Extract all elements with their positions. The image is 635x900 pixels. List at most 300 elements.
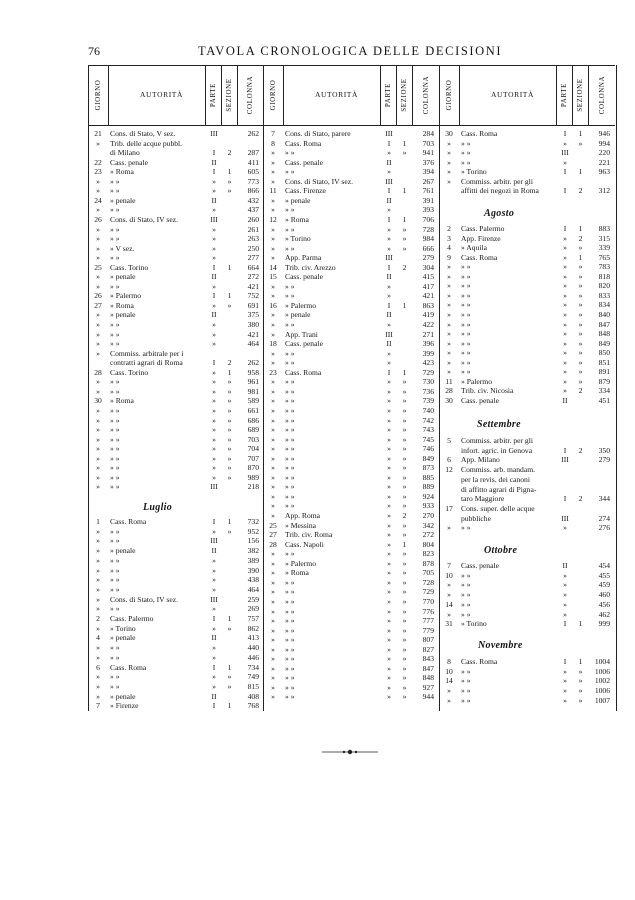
sezione-cell: 1 [402,300,407,310]
parte-cell: I [212,291,216,301]
colonna-cell: 277 [247,253,259,263]
table-row [263,607,439,617]
authority-cell: » penale [285,310,311,320]
authority-cell: » Palermo [110,291,142,301]
day-cell: » [96,281,100,291]
day-cell: » [271,549,275,559]
authority-cell: » » [285,596,295,606]
sezione-cell: 1 [402,138,407,148]
table-row [88,301,264,311]
day-cell: » [447,290,451,300]
day-cell: » [271,453,275,463]
sezione-cell: » [578,695,583,705]
parte-cell: » [563,348,567,358]
day-cell: 27 [94,300,102,310]
colonna-cell: 851 [598,357,610,367]
authority-cell: » » [285,205,295,215]
colonna-cell: 961 [247,377,259,387]
sezione-cell: » [402,549,407,559]
parte-cell: » [563,676,567,686]
parte-cell: I [563,224,567,233]
colonna-cell: 850 [598,348,610,358]
table-row [88,186,264,196]
authority-cell: Cons. super. delle acque [461,503,535,513]
authority-cell: » » [110,482,120,492]
sezione-cell: » [578,329,583,339]
table-row [263,196,439,206]
parte-cell: » [387,148,391,158]
table-row [439,610,615,620]
parte-cell: III [210,594,218,604]
table-row [88,444,264,454]
day-cell: » [447,329,451,339]
authority-cell: » » [285,482,295,492]
authority-cell: » » [285,348,295,358]
authority-cell: » » [110,234,120,244]
table-row [88,672,264,682]
sezione-cell: » [402,472,407,482]
authority-cell: » » [461,367,471,377]
authority-cell: » » [285,549,295,559]
header-giorno: GIORNO [269,79,277,111]
table-row [263,683,439,693]
table-row [263,368,439,378]
day-cell: 9 [447,252,451,262]
parte-cell: » [387,625,391,635]
sezione-cell: 1 [227,614,232,623]
day-cell: » [271,425,275,435]
authority-cell: » penale [110,546,136,556]
table-row [88,225,264,235]
table-row [88,546,264,556]
table-row [439,167,615,177]
table-row [263,406,439,416]
day-cell: » [271,558,275,568]
colonna-cell: 263 [247,234,259,244]
colonna-cell: 689 [247,425,259,435]
authority-cell: » » [461,138,471,148]
table-row [439,494,615,504]
table-row [263,559,439,569]
table-row [439,272,615,282]
authority-cell: » » [285,654,295,664]
day-cell: » [271,291,275,301]
day-cell: » [447,138,451,148]
day-cell: » [271,281,275,291]
table-row [439,158,615,168]
authority-cell: » » [461,676,471,686]
day-cell: » [271,157,275,167]
authority-cell: pubbliche [461,513,491,523]
colonna-cell: 1006 [594,666,610,676]
colonna-cell: 422 [422,320,434,329]
table-row [263,654,439,664]
table-row [88,196,264,206]
authority-cell: » » [285,281,295,291]
parte-cell: » [212,367,216,377]
sezione-cell: » [578,676,583,686]
table-row [263,454,439,464]
table-row [263,635,439,645]
day-cell: » [271,348,275,358]
day-cell: » [96,253,100,263]
day-cell: 28 [269,539,277,549]
table-row [88,682,264,692]
colonna-cell: 730 [422,377,434,387]
day-cell: 14 [269,262,277,272]
table-row [88,604,264,614]
colonna-cell: 870 [247,463,259,473]
day-cell: » [96,584,100,594]
day-cell: » [96,643,100,653]
table-row [263,530,439,540]
parte-cell: » [212,405,216,415]
day-cell: » [96,565,100,575]
authority-cell: » » [110,565,120,575]
parte-cell: » [387,530,391,540]
parte-cell: » [212,253,216,263]
authority-cell: » » [285,291,295,301]
day-cell: » [271,472,275,482]
table-row [88,320,264,330]
parte-cell: » [387,377,391,387]
authority-cell: Cass. Napoli [285,539,324,549]
colonna-cell: 350 [598,445,610,455]
sezione-cell: » [578,309,583,319]
day-cell: » [96,386,100,396]
colonna-cell: 451 [598,395,610,405]
table-row [263,645,439,655]
authority-cell: » » [285,434,295,444]
sezione-cell: » [402,663,407,673]
sezione-cell: 1 [578,657,583,666]
table-row [263,673,439,683]
sezione-cell: 1 [578,619,583,629]
day-cell: 22 [94,157,102,167]
authority-cell: » » [285,320,295,329]
parte-cell: » [387,682,391,692]
authority-cell: » » [110,386,120,396]
authority-cell: » » [461,695,471,705]
colonna-cell: 394 [422,167,434,177]
table-row [88,310,264,320]
authority-cell: » » [110,339,120,349]
day-cell: » [271,673,275,683]
table-row [439,475,615,485]
authority-cell: Cass. Roma [461,252,498,262]
authority-cell: Cass. penale [110,157,148,167]
day-cell: » [96,594,100,604]
authority-cell: Cass. Torino [110,262,149,272]
day-cell: 7 [96,701,100,711]
table-row [88,205,264,215]
authority-cell: Cass. penale [285,339,323,349]
day-cell: » [271,463,275,473]
colonna-cell: 267 [422,176,434,186]
table-row [439,281,615,291]
authority-cell: » » [110,253,120,263]
day-cell: » [96,575,100,585]
day-cell: » [447,271,451,281]
authority-cell: » » [110,643,120,653]
colonna-cell: 879 [598,376,610,386]
day-cell: » [271,482,275,492]
parte-cell: I [212,358,216,368]
parte-cell: » [212,243,216,253]
authority-cell: di Milano [110,148,140,158]
day-cell: » [96,186,100,196]
colonna-cell: 924 [422,491,434,501]
day-cell: 4 [96,633,100,643]
header-colonna: COLONNA [246,75,254,115]
day-cell: » [271,195,275,205]
colonna-cell: 739 [422,396,434,406]
colonna-cell: 849 [422,453,434,463]
day-cell: 11 [269,186,277,196]
colonna-cell: 963 [598,167,610,177]
sezione-cell: » [578,348,583,358]
table-row [263,129,439,139]
sezione-cell: » [402,625,407,635]
parte-cell: III [210,536,218,546]
page-header [88,44,548,60]
colonna-cell: 279 [422,253,434,263]
colonna-cell: 399 [422,348,434,358]
header-autorita: AUTORITÀ [315,90,358,99]
table-row [439,320,615,330]
table-row [263,167,439,177]
day-cell: » [96,234,100,244]
sezione-cell: » [578,666,583,676]
day-cell: » [96,434,100,444]
table-row [88,585,264,595]
colonna-cell: 421 [422,291,434,301]
table-row [439,262,615,272]
header-bottom-rule [88,125,615,126]
parte-cell: III [561,455,569,465]
table-row [263,263,439,273]
colonna-cell: 462 [598,609,610,619]
header-giorno: GIORNO [445,79,453,111]
authority-cell: Cass. Roma [110,662,147,672]
colonna-cell: 927 [422,682,434,692]
table-row [88,377,264,387]
colonna-cell: 743 [422,425,434,435]
colonna-cell: 375 [247,310,259,320]
day-cell: » [271,616,275,626]
colonna-cell: 270 [422,511,434,520]
running-title: TAVOLA CRONOLOGICA DELLE DECISIONI [198,44,503,58]
parte-cell: » [387,415,391,425]
colonna-cell: 749 [247,672,259,682]
parte-cell: » [212,444,216,454]
day-cell: » [271,606,275,616]
colonna-cell: 765 [598,252,610,262]
authority-cell: Trib. delle acque pubbl. [110,138,183,148]
parte-cell: I [387,186,391,196]
table-row [263,511,439,521]
sezione-cell: » [402,596,407,606]
colonna-cell: 783 [598,262,610,272]
parte-cell: I [563,167,567,177]
authority-cell: » » [285,491,295,501]
table-row [263,396,439,406]
parte-cell: » [212,681,216,691]
colonna-cell: 415 [422,272,434,282]
colonna-cell: 1004 [594,657,610,666]
parte-cell: » [387,606,391,616]
table-row [263,435,439,445]
colonna-cell: 382 [247,546,259,556]
day-cell: » [96,681,100,691]
header-divider [396,65,397,125]
authority-cell: » » [461,666,471,676]
table-row [439,234,615,244]
parte-cell: » [387,224,391,234]
day-cell: 6 [96,662,100,672]
day-cell: » [271,386,275,396]
parte-cell: » [212,300,216,310]
day-cell: 30 [445,395,453,405]
header-divider [205,65,206,125]
colonna-cell: 276 [598,523,610,533]
day-cell: 23 [94,167,102,177]
colonna-cell: 380 [247,320,259,329]
colonna-cell: 981 [247,386,259,396]
parte-cell: » [387,243,391,253]
day-cell: » [96,310,100,320]
table-row [439,600,615,610]
day-cell: 14 [445,599,453,609]
colonna-cell: 221 [598,157,610,167]
day-cell: 21 [94,129,102,138]
sezione-cell: 2 [402,262,407,272]
colonna-cell: 707 [247,453,259,463]
parte-cell: » [563,609,567,619]
parte-cell: II [211,157,217,167]
sezione-cell: 2 [578,445,583,455]
day-cell: 16 [269,300,277,310]
authority-cell: » » [461,348,471,358]
parte-cell: » [212,526,216,536]
table-row [439,396,615,406]
table-row [263,664,439,674]
authority-cell: » » [285,396,295,406]
parte-cell: » [212,329,216,339]
colonna-cell: 438 [247,575,259,585]
sezione-cell: » [402,616,407,626]
header-divider [412,65,413,125]
day-cell: » [96,555,100,565]
authority-cell: » » [110,652,120,662]
table-row [88,349,264,359]
sezione-cell: 1 [227,262,232,272]
sezione-cell: » [402,587,407,597]
colonna-cell: 815 [247,681,259,691]
sezione-cell: 2 [578,386,583,396]
colonna-cell: 218 [247,482,259,492]
day-cell: » [96,348,100,358]
table-row [263,521,439,531]
authority-cell: » » [461,309,471,319]
table-row [88,566,264,576]
parte-cell: I [387,300,391,310]
day-cell: » [96,425,100,435]
parte-cell: » [563,300,567,310]
sezione-cell: » [402,148,407,158]
parte-cell: » [387,234,391,244]
colonna-cell: 272 [422,530,434,540]
day-cell: 8 [271,138,275,148]
colonna-cell: 776 [422,606,434,616]
table-row [439,514,615,524]
sezione-cell: » [227,405,232,415]
parte-cell: I [212,262,216,272]
header-sezione: SEZIONE [225,78,233,112]
table-row [439,139,615,149]
colonna-cell: 262 [247,129,259,138]
table-row [263,473,439,483]
authority-cell: » » [285,663,295,673]
day-cell: » [447,609,451,619]
colonna-cell: 863 [422,300,434,310]
parte-cell: » [563,271,567,281]
parte-cell: » [387,616,391,626]
parte-cell: III [385,329,393,339]
authority-cell: per la revis. dei canoni [461,474,530,484]
header-divider [108,65,109,125]
sezione-cell: 2 [578,186,583,196]
day-cell: » [271,253,275,263]
authority-cell: » » [461,262,471,272]
authority-cell: Trib. civ. Roma [285,530,333,540]
day-cell: » [271,405,275,415]
sezione-cell: 2 [578,494,583,504]
table-row [88,167,264,177]
colonna-cell: 848 [422,673,434,683]
authority-cell: Cass. penale [461,561,499,570]
day-cell: » [96,224,100,234]
table-row [88,643,264,653]
day-cell: » [271,320,275,329]
parte-cell: I [563,619,567,629]
parte-cell: » [212,396,216,406]
parte-cell: » [563,243,567,253]
day-cell: » [96,243,100,253]
colonna-cell: 413 [247,633,259,643]
colonna-cell: 272 [247,272,259,282]
table-row [439,310,615,320]
day-cell: » [271,377,275,387]
day-cell: 8 [447,657,451,666]
parte-cell: » [387,663,391,673]
colonna-cell: 260 [247,214,259,224]
day-cell: 2 [447,224,451,233]
parte-cell: II [211,546,217,556]
table-row [263,301,439,311]
authority-cell: » » [285,405,295,415]
section-heading-settembre: Settembre [477,419,521,430]
section-heading-ottobre: Ottobre [484,545,518,556]
authority-cell: » » [461,686,471,696]
parte-cell: » [387,205,391,215]
table-row [263,540,439,550]
colonna-cell: 391 [422,195,434,205]
sezione-cell: » [578,290,583,300]
sezione-cell: » [227,425,232,435]
colonna-cell: 728 [422,224,434,234]
colonna-cell: 933 [422,501,434,511]
